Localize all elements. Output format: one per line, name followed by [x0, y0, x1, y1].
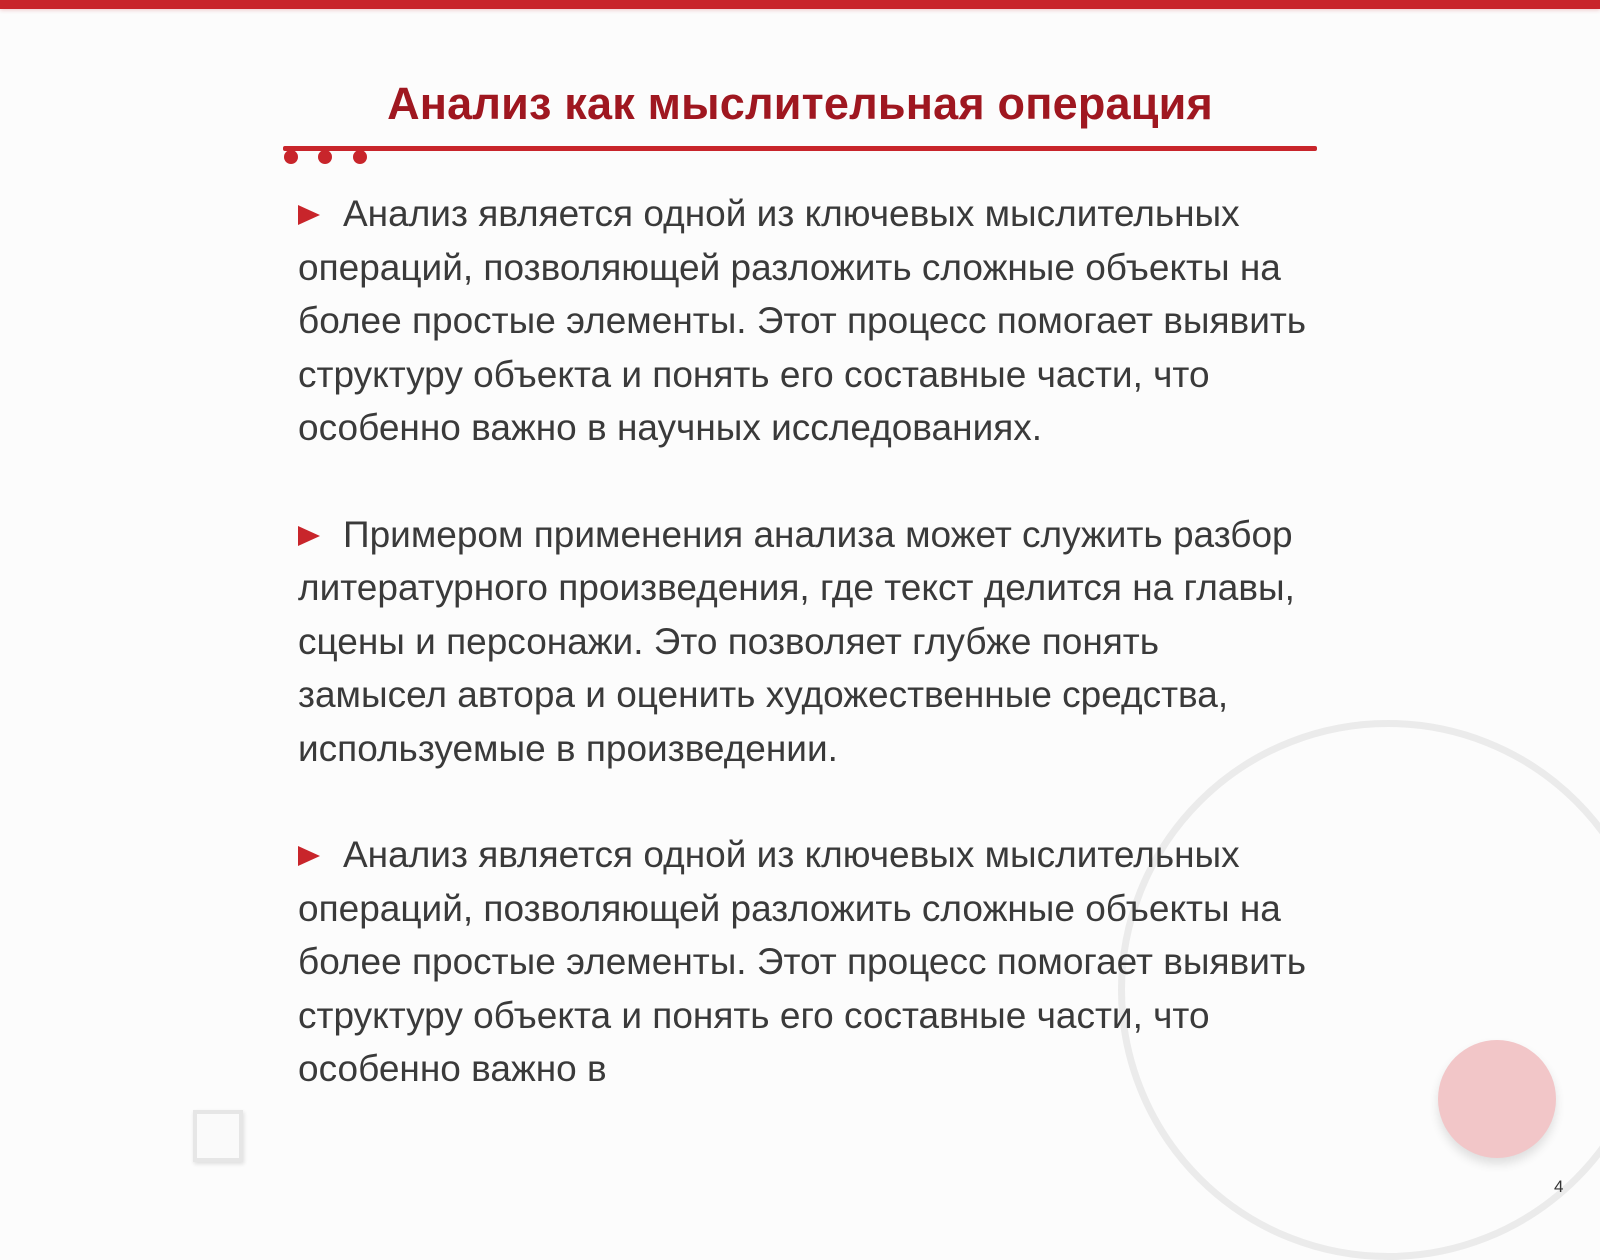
slide-title: Анализ как мыслительная операция — [387, 78, 1213, 129]
bullet-text: Анализ является одной из ключевых мыслительных операций, позволяющей разложить сложные объекты на более простые элементы. Этот процесс помогает выявить структуру объекта и понять его составные части, что особенно важно в научных исследованиях. — [298, 193, 1307, 448]
decorative-square — [193, 1110, 243, 1162]
bullet-item — [298, 508, 1318, 776]
triangle-bullet-icon — [298, 526, 320, 546]
bullet-list — [298, 187, 1318, 1149]
bullet-text: Примером применения анализа может служить разбор литературного произведения, где текст делится на главы, сцены и персонажи. Это позволяет глубже понять замысел автора и оценить художественные средства, используемые в произведении. — [298, 513, 1295, 769]
accent-dot — [318, 150, 332, 164]
title-underline — [283, 146, 1317, 151]
triangle-bullet-icon — [298, 846, 320, 866]
decorative-pink-circle — [1438, 1040, 1556, 1158]
bullet-item — [298, 828, 1318, 1096]
bullet-text: Анализ является одной из ключевых мыслительных операций, позволяющей разложить сложные объекты на более простые элементы. Этот процесс помогает выявить структуру объекта и понять его составные части, что особенно важно в — [298, 834, 1307, 1089]
bullet-item — [298, 187, 1318, 455]
page-number: 4 — [1554, 1177, 1564, 1196]
accent-dot — [284, 150, 298, 164]
triangle-bullet-icon — [298, 205, 320, 225]
top-accent-bar — [0, 0, 1600, 9]
accent-dot — [353, 150, 367, 164]
